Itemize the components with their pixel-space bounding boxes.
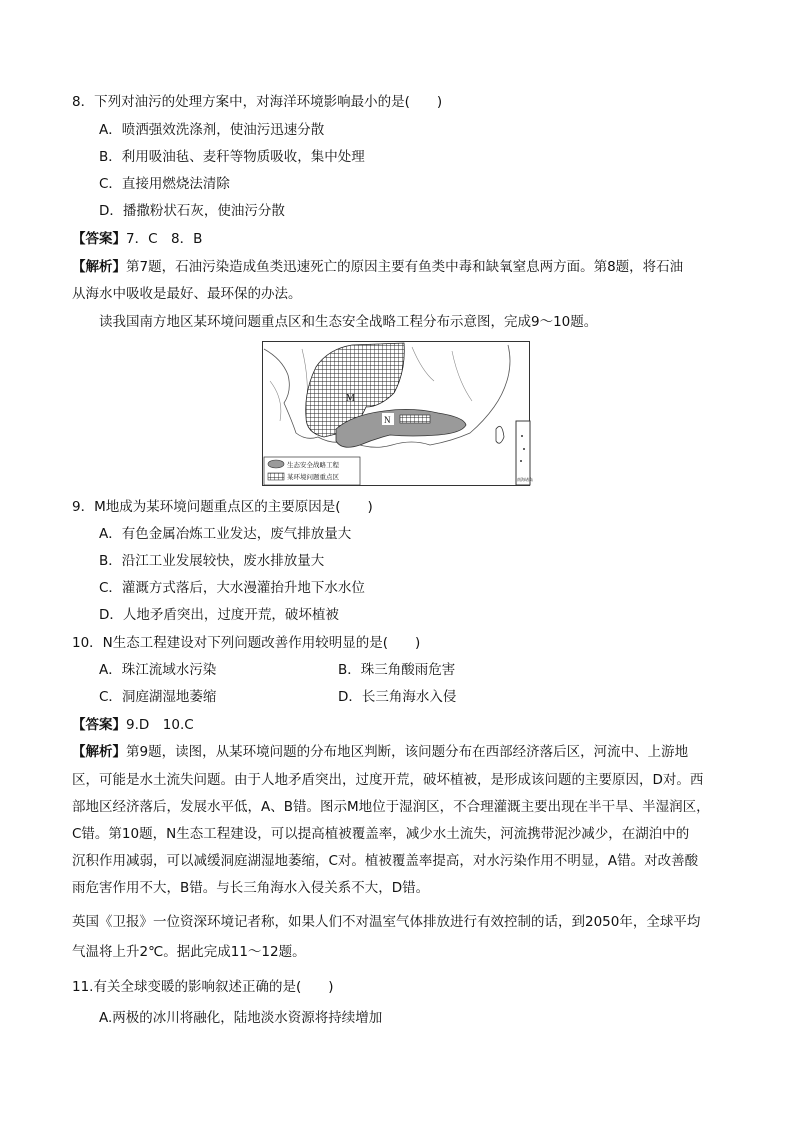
answer-text: 9.D 10.C [126,717,194,733]
inset-label: 南海诸岛 [517,477,533,482]
question-intro-11-12-line-2: 气温将上升2℃。据此完成11～12题。 [72,944,306,960]
answer-block-2 [72,715,194,735]
legend-ecological-label: 生态安全战略工程 [287,461,339,469]
q9-option-c: C．灌溉方式落后，大水漫灌抬升地下水水位 [99,580,365,596]
label-m: M [346,393,355,404]
q8-option-a: A．喷洒强效洗涤剂，使油污迅速分散 [99,122,325,138]
q9-option-d: D．人地矛盾突出，过度开荒，破坏植被 [99,607,339,623]
analysis-text: 第9题，读图，从某环境问题的分布地区判断，该问题分布在西部经济落后区，河流中、上游地 [126,744,689,760]
legend-swatch-ecological [268,460,284,468]
inset-frame [516,421,530,485]
q10-option-c: C．洞庭湖湿地萎缩 [99,689,217,705]
answer-tag: 【答案】 [72,231,126,247]
hatched-patch [400,415,430,423]
answer-block-1 [72,229,202,249]
analysis-tag: 【解析】 [72,744,126,760]
analysis-block-2-line-6: 雨危害作用不大，B错。与长三角海水入侵关系不大，D错。 [72,880,430,896]
analysis-tag: 【解析】 [72,259,126,275]
question-intro-9-10: 读我国南方地区某环境问题重点区和生态安全战略工程分布示意图，完成9～10题。 [99,314,598,330]
analysis-block-1-line-1 [72,257,683,277]
q9-option-b: B．沿江工业发展较快，废水排放量大 [99,553,325,569]
q9-option-a: A．有色金属冶炼工业发达，废气排放量大 [99,526,352,542]
answer-tag: 【答案】 [72,717,126,733]
analysis-block-2-line-3: 部地区经济落后，发展水平低，A、B错。图示M地位于湿润区，不合理灌溉主要出现在半干旱、半湿润区， [72,799,710,815]
q10-stem: 10．N生态工程建设对下列问题改善作用较明显的是( ) [72,635,421,651]
answer-text: 7．C 8．B [126,231,203,247]
label-n: N [384,415,391,425]
environment-map-figure [262,341,533,486]
q10-option-d: D．长三角海水入侵 [338,689,457,705]
q11-option-a: A.两极的冰川将融化，陆地淡水资源将持续增加 [99,1010,383,1026]
legend-problem-label: 某环境问题重点区 [287,473,339,481]
analysis-text: 第7题，石油污染造成鱼类迅速死亡的原因主要有鱼类中毒和缺氧窒息两方面。第8题，将石油 [126,259,684,275]
analysis-block-2-line-2: 区，可能是水土流失问题。由于人地矛盾突出，过度开荒，破坏植被，是形成该问题的主要原因，D对。西 [72,772,704,788]
q8-option-b: B．利用吸油毡、麦秆等物质吸收，集中处理 [99,149,365,165]
q10-option-a: A．珠江流域水污染 [99,662,217,678]
q8-option-c: C．直接用燃烧法清除 [99,176,230,192]
q9-stem: 9．M地成为某环境问题重点区的主要原因是( ) [72,499,373,515]
question-intro-11-12-line-1: 英国《卫报》一位资深环境记者称，如果人们不对温室气体排放进行有效控制的话，到2050年，全球平均 [72,914,701,930]
analysis-block-2-line-1 [72,742,688,762]
q10-option-b: B．珠三角酸雨危害 [338,662,456,678]
q8-stem: 8．下列对油污的处理方案中，对海洋环境影响最小的是( ) [72,94,443,110]
analysis-block-2-line-5: 沉积作用减弱，可以减缓洞庭湖湿地萎缩，C对。植被覆盖率提高，对水污染作用不明显，A错。对改善酸 [72,853,699,869]
q11-stem: 11.有关全球变暖的影响叙述正确的是( ) [72,979,334,995]
legend-swatch-problem [268,473,284,480]
q8-option-d: D．播撒粉状石灰，使油污分散 [99,203,285,219]
analysis-block-2-line-4: C错。第10题，N生态工程建设，可以提高植被覆盖率，减少水土流失，河流携带泥沙减少，在湖泊中的 [72,826,690,842]
analysis-block-1-line-2: 从海水中吸收是最好、最环保的办法。 [72,286,302,302]
